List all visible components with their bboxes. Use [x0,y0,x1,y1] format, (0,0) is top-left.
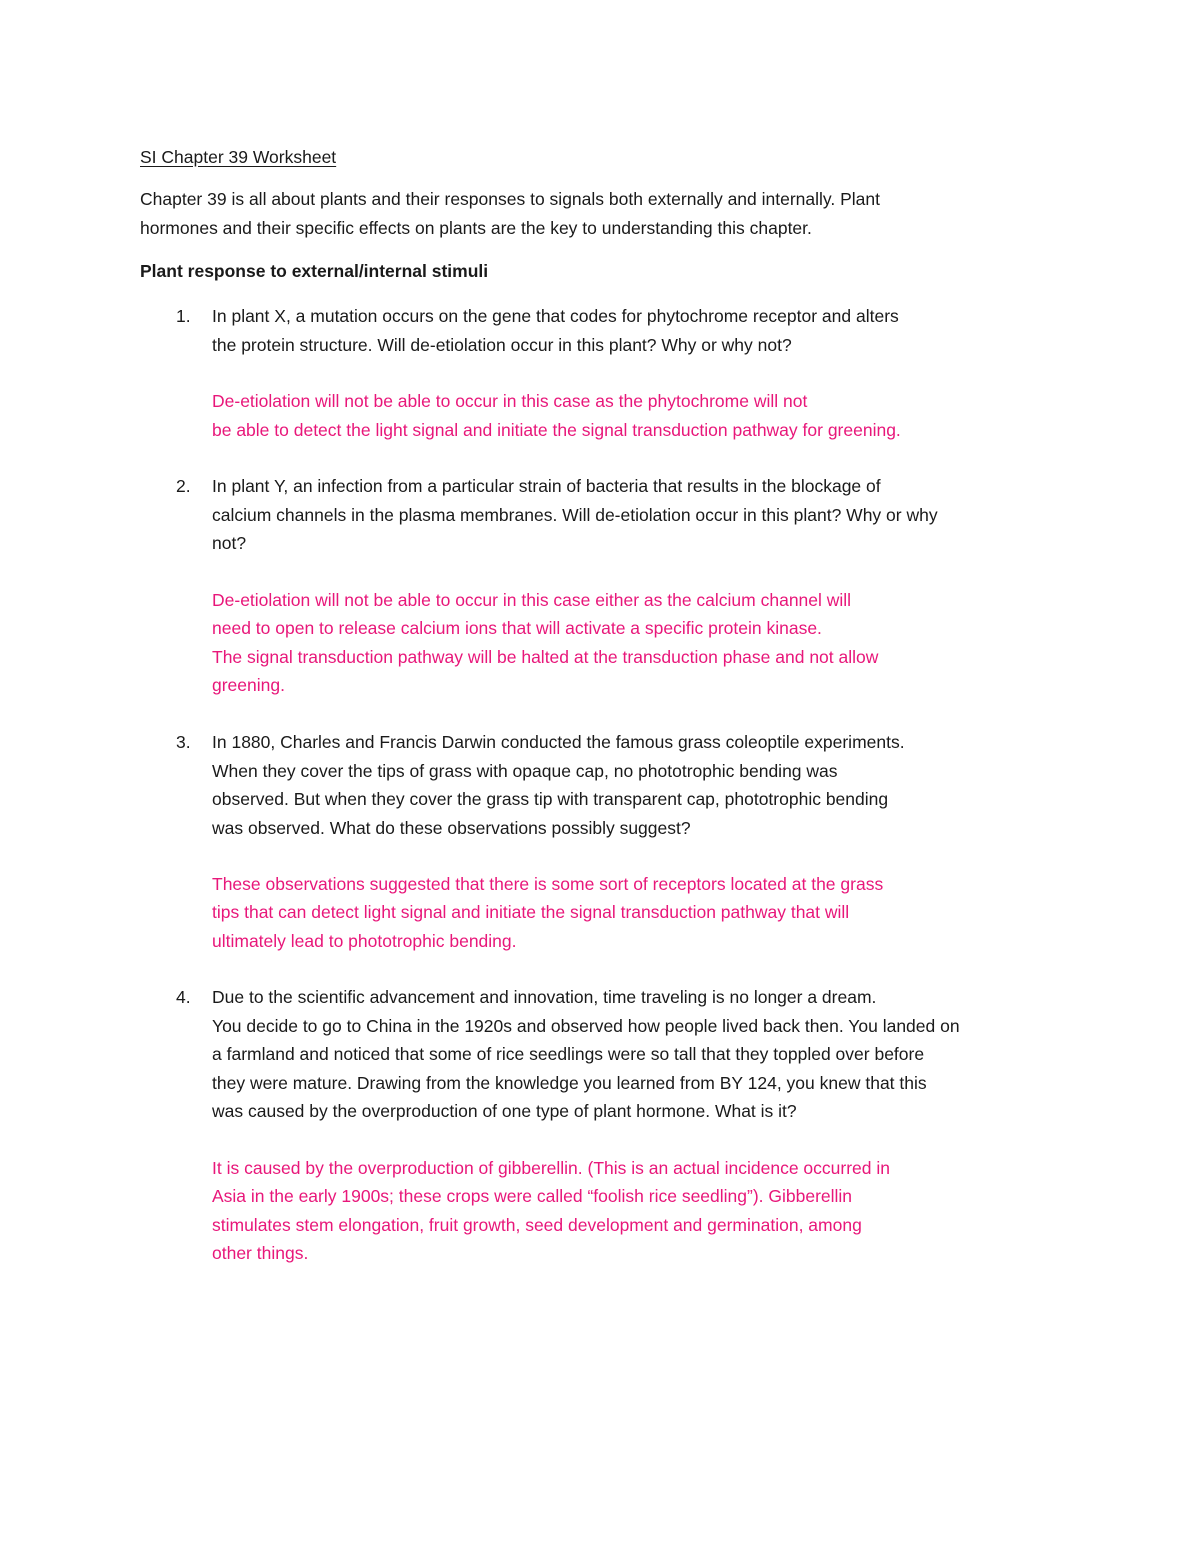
question-text: not? [212,533,247,553]
answer-text: tips that can detect light signal and initiate the signal transduction pathway that will [212,902,850,922]
question-number: 2. [176,476,191,496]
question-text: the protein structure. Will de-etiolation occur in this plant? Why or why not? [212,335,792,355]
question-text: observed. But when they cover the grass tip with transparent cap, phototrophic bending [212,789,889,809]
answer-text: need to open to release calcium ions that will activate a specific protein kinase. [212,618,822,638]
question-text: Due to the scientific advancement and innovation, time traveling is no longer a dream. [212,987,877,1007]
answer-text: other things. [212,1243,309,1263]
answer-text: De-etiolation will not be able to occur in this case as the phytochrome will not [212,391,808,411]
question-text: was caused by the overproduction of one type of plant hormone. What is it? [212,1101,797,1121]
answer-text: De-etiolation will not be able to occur in this case either as the calcium channel will [212,590,852,610]
answer-text: It is caused by the overproduction of gibberellin. (This is an actual incidence occurred in [212,1158,891,1178]
answer-text: These observations suggested that there is some sort of receptors located at the grass [212,874,884,894]
question-text: When they cover the tips of grass with opaque cap, no phototrophic bending was [212,761,838,781]
question-text: In plant Y, an infection from a particular strain of bacteria that results in the blockage of [212,476,881,496]
question-text: In 1880, Charles and Francis Darwin conducted the famous grass coleoptile experiments. [212,732,905,752]
answer-text: Asia in the early 1900s; these crops were called “foolish rice seedling”). Gibberellin [212,1186,853,1206]
answer-text: greening. [212,675,285,695]
intro-line: Chapter 39 is all about plants and their responses to signals both externally and internally. Plant [140,189,880,209]
page-title: SI Chapter 39 Worksheet [140,147,337,167]
question-text: In plant X, a mutation occurs on the gene that codes for phytochrome receptor and alters [212,306,899,326]
question-text: You decide to go to China in the 1920s and observed how people lived back then. You landed on [212,1016,960,1036]
question-text: they were mature. Drawing from the knowledge you learned from BY 124, you knew that this [212,1073,927,1093]
question-text: calcium channels in the plasma membranes. Will de-etiolation occur in this plant? Why or why [212,505,938,525]
answer-text: stimulates stem elongation, fruit growth, seed development and germination, among [212,1215,862,1235]
intro-line: hormones and their specific effects on plants are the key to understanding this chapter. [140,218,812,238]
question-number: 1. [176,306,191,326]
answer-text: ultimately lead to phototrophic bending. [212,931,517,951]
question-text: was observed. What do these observations possibly suggest? [212,818,691,838]
section-heading: Plant response to external/internal stimuli [140,261,489,281]
question-text: a farmland and noticed that some of rice seedlings were so tall that they toppled over before [212,1044,925,1064]
question-number: 3. [176,732,191,752]
answer-text: The signal transduction pathway will be halted at the transduction phase and not allow [212,647,879,667]
answer-text: be able to detect the light signal and initiate the signal transduction pathway for greening. [212,420,901,440]
question-number: 4. [176,987,191,1007]
